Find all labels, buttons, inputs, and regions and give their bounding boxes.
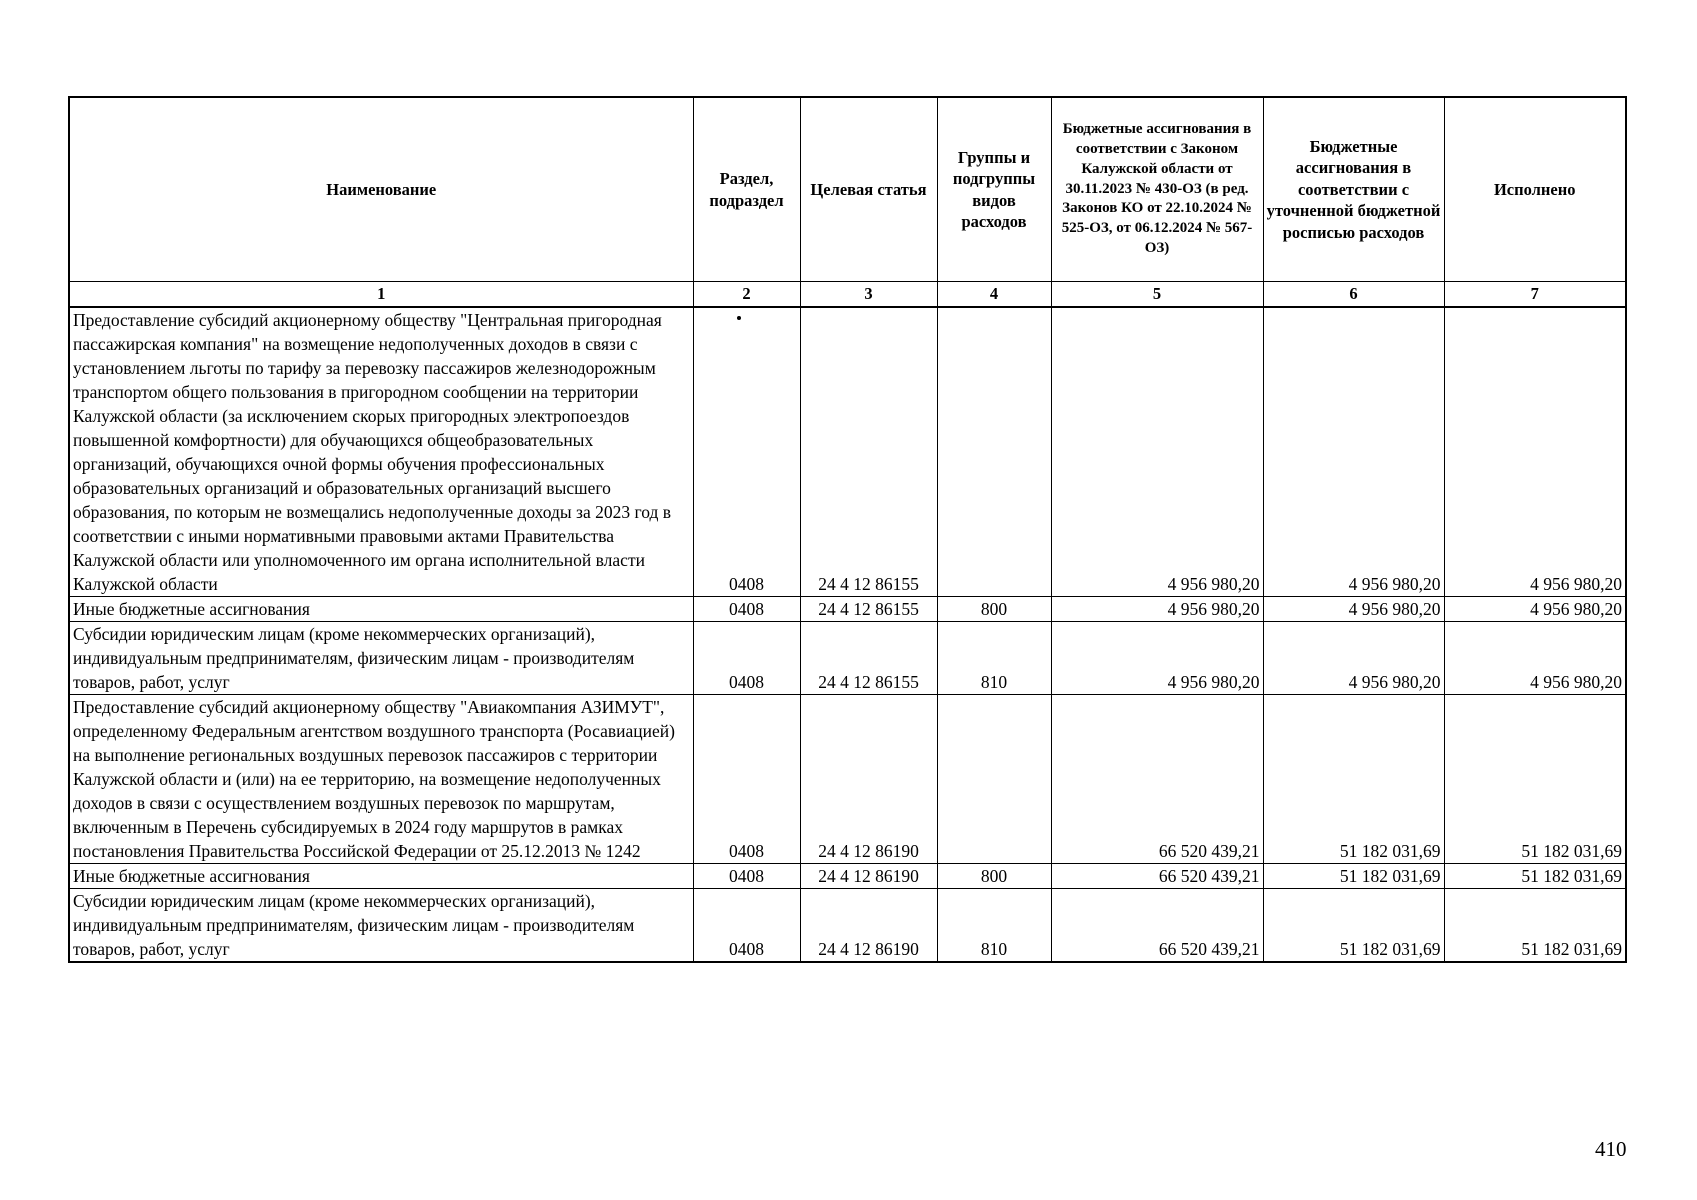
row-executed-amount: 51 182 031,69 (1444, 695, 1626, 864)
row-article: 24 4 12 86155 (800, 307, 937, 597)
row-section: 0408 (693, 597, 800, 622)
row-refined-amount: 51 182 031,69 (1263, 864, 1444, 889)
row-article: 24 4 12 86190 (800, 864, 937, 889)
table-row (69, 622, 1626, 695)
row-name: Субсидии юридическим лицам (кроме некоммерческих организаций), индивидуальным предпринимателям, физическим лицам - производителям товаров, работ, услуг (69, 622, 693, 695)
header-row (69, 97, 1626, 282)
row-law-amount: 66 520 439,21 (1051, 864, 1263, 889)
header-section: Раздел, подраздел (693, 97, 800, 282)
row-refined-amount: 4 956 980,20 (1263, 622, 1444, 695)
row-section: 0408 (693, 864, 800, 889)
row-article: 24 4 12 86190 (800, 695, 937, 864)
row-section: 0408 (693, 307, 800, 597)
row-refined-amount: 51 182 031,69 (1263, 889, 1444, 963)
table-row (69, 889, 1626, 963)
column-number-row (69, 282, 1626, 308)
table-row (69, 597, 1626, 622)
column-number: 5 (1051, 282, 1263, 308)
budget-table (68, 96, 1627, 963)
row-group (937, 695, 1051, 864)
column-number: 2 (693, 282, 800, 308)
page-number: 410 (1595, 1137, 1627, 1161)
row-executed-amount: 4 956 980,20 (1444, 622, 1626, 695)
header-executed: Исполнено (1444, 97, 1626, 282)
row-law-amount: 4 956 980,20 (1051, 597, 1263, 622)
column-number: 4 (937, 282, 1051, 308)
table-row (69, 307, 1626, 597)
row-law-amount: 66 520 439,21 (1051, 889, 1263, 963)
row-law-amount: 66 520 439,21 (1051, 695, 1263, 864)
row-section: 0408 (693, 695, 800, 864)
row-refined-amount: 51 182 031,69 (1263, 695, 1444, 864)
header-refined-allocations: Бюджетные ассигнования в соответствии с уточненной бюджетной росписью расходов (1263, 97, 1444, 282)
row-name: Иные бюджетные ассигнования (69, 864, 693, 889)
row-executed-amount: 51 182 031,69 (1444, 864, 1626, 889)
header-law-allocations: Бюджетные ассигнования в соответствии с Законом Калужской области от 30.11.2023 № 430-ОЗ (в ред. Законов КО от 22.10.2024 № 525-ОЗ, от 06.12.2024 № 567-ОЗ) (1051, 97, 1263, 282)
row-refined-amount: 4 956 980,20 (1263, 307, 1444, 597)
row-name: Предоставление субсидий акционерному обществу "Авиакомпания АЗИМУТ", определенному Федеральным агентством воздушного транспорта (Росавиацией) на выполнение региональных воздушных перевозок пассажиров с территории Калужской области и (или) на ее территорию, на возмещение недополученных доходов в связи с осуществлением воздушных перевозок по маршрутам, включенным в Перечень субсидируемых в 2024 году маршрутов в рамках постановления Правительства Российской Федерации от 25.12.2013 № 1242 (69, 695, 693, 864)
row-group: 800 (937, 864, 1051, 889)
table-row (69, 864, 1626, 889)
header-name: Наименование (69, 97, 693, 282)
row-executed-amount: 51 182 031,69 (1444, 889, 1626, 963)
column-number: 3 (800, 282, 937, 308)
row-article: 24 4 12 86155 (800, 597, 937, 622)
row-name: Субсидии юридическим лицам (кроме некоммерческих организаций), индивидуальным предпринимателям, физическим лицам - производителям товаров, работ, услуг (69, 889, 693, 963)
row-section: 0408 (693, 889, 800, 963)
row-group (937, 307, 1051, 597)
row-name: Иные бюджетные ассигнования (69, 597, 693, 622)
row-law-amount: 4 956 980,20 (1051, 307, 1263, 597)
column-number: 1 (69, 282, 693, 308)
row-article: 24 4 12 86155 (800, 622, 937, 695)
row-group: 810 (937, 622, 1051, 695)
row-group: 810 (937, 889, 1051, 963)
row-executed-amount: 4 956 980,20 (1444, 597, 1626, 622)
scan-dot-mark (737, 316, 741, 320)
row-law-amount: 4 956 980,20 (1051, 622, 1263, 695)
row-article: 24 4 12 86190 (800, 889, 937, 963)
row-refined-amount: 4 956 980,20 (1263, 597, 1444, 622)
table-row (69, 695, 1626, 864)
header-target-article: Целевая статья (800, 97, 937, 282)
row-name: Предоставление субсидий акционерному обществу "Центральная пригородная пассажирская компания" на возмещение недополученных доходов в связи с установлением льготы по тарифу за перевозку пассажиров железнодорожным транспортом общего пользования в пригородном сообщении на территории Калужской области (за исключением скорых пригородных электропоездов повышенной комфортности) для обучающихся общеобразовательных организаций, обучающихся очной формы обучения профессиональных образовательных организаций и образовательных организаций высшего образования, по которым не возмещались недополученные доходы за 2023 год в соответствии с иными нормативными правовыми актами Правительства Калужской области или уполномоченного им органа исполнительной власти Калужской области (69, 307, 693, 597)
column-number: 6 (1263, 282, 1444, 308)
row-section: 0408 (693, 622, 800, 695)
column-number: 7 (1444, 282, 1626, 308)
header-expense-groups: Группы и подгруппы видов расходов (937, 97, 1051, 282)
row-executed-amount: 4 956 980,20 (1444, 307, 1626, 597)
row-group: 800 (937, 597, 1051, 622)
